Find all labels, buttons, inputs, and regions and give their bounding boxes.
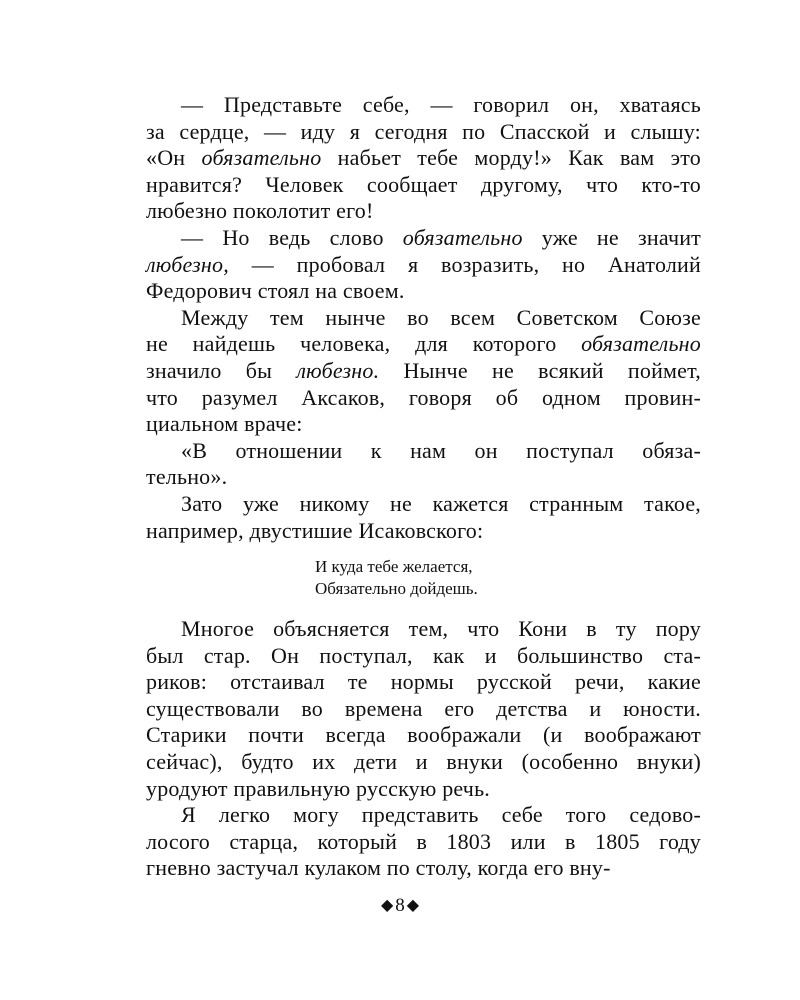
text-run: уродуют правильную русскую речь.	[146, 775, 491, 801]
text-run: был стар. Он поступал, как и большинство ста-	[146, 642, 701, 668]
text-line	[146, 643, 701, 670]
ornament-right-icon: ◆	[406, 897, 420, 914]
text-run: «В отношении к нам он поступал обяза-	[181, 437, 701, 463]
emphasized-word: любезно.	[296, 357, 380, 383]
text-line	[146, 749, 701, 776]
text-line	[146, 829, 701, 856]
text-line	[146, 92, 701, 119]
text-line	[146, 119, 701, 146]
text-line	[146, 172, 701, 199]
poem-line: Обязательно дойдешь.	[315, 579, 478, 599]
text-line	[146, 252, 701, 279]
text-run: Нынче не всякий поймет,	[379, 357, 702, 383]
text-run: например, двустишие Исаковского:	[146, 517, 484, 543]
text-run: Между тем нынче во всем Советском Союзе	[181, 304, 701, 330]
text-line	[146, 225, 701, 252]
text-line	[146, 385, 701, 412]
text-run: лосого старца, который в 1803 или в 1805 году	[146, 828, 701, 854]
paragraph	[146, 225, 701, 305]
text-line	[146, 696, 701, 723]
text-line	[146, 669, 701, 696]
text-line	[146, 411, 701, 438]
text-line	[146, 616, 701, 643]
text-run: Старики почти всегда воображали (и воображают	[146, 722, 701, 748]
text-line	[146, 776, 701, 803]
text-run: — пробовал я возразить, но Анатолий	[228, 251, 701, 277]
text-run: не найдешь человека, для которого	[146, 331, 582, 357]
text-line	[146, 305, 701, 332]
text-line	[146, 438, 701, 465]
poem-quote	[146, 556, 701, 600]
emphasized-word: обязательно	[581, 331, 701, 357]
page-number: 8	[395, 895, 405, 916]
emphasized-word: обязательно	[402, 224, 523, 250]
emphasized-word: обязательно	[201, 145, 322, 171]
text-line	[146, 331, 701, 358]
page-body	[146, 92, 701, 882]
text-line	[146, 145, 701, 172]
paragraph	[146, 305, 701, 438]
paragraph	[146, 438, 701, 491]
text-line	[146, 802, 701, 829]
text-run: — Представьте себе, — говорил он, хватаясь	[181, 92, 701, 117]
text-line	[146, 491, 701, 518]
text-run: риков: отстаивал те нормы русской речи, какие	[146, 669, 701, 695]
text-run: любезно поколотит его!	[146, 198, 374, 224]
poem-line: И куда тебе желается,	[315, 557, 473, 577]
paragraph	[146, 616, 701, 802]
text-run: сейчас), будто их дети и внуки (особенно внуки)	[146, 749, 701, 775]
text-run: что разумел Аксаков, говоря об одном провин-	[146, 384, 701, 410]
text-run: значило бы	[146, 357, 297, 383]
text-run: Федорович стоял на своем.	[146, 278, 405, 304]
page-footer	[0, 893, 800, 919]
text-line	[146, 518, 701, 545]
text-run: существовали во времена его детства и юности.	[146, 695, 701, 721]
text-run: за сердце, — иду я сегодня по Спасской и слышу:	[146, 118, 701, 144]
text-run: тельно».	[146, 464, 228, 490]
paragraph	[146, 491, 701, 544]
paragraph	[146, 92, 701, 225]
text-run: нравится? Человек сообщает другому, что кто-то	[146, 171, 701, 197]
emphasized-word: любезно,	[146, 251, 229, 277]
text-run: гневно застучал кулаком по столу, когда его вну-	[146, 855, 611, 881]
text-line	[146, 855, 701, 882]
text-run: Многое объясняется тем, что Кони в ту пору	[181, 616, 701, 642]
text-run: Я легко могу представить себе того седово-	[181, 802, 701, 828]
text-run: — Но ведь слово	[181, 224, 403, 250]
text-line	[146, 464, 701, 491]
ornament-left-icon: ◆	[380, 897, 394, 914]
text-line	[146, 278, 701, 305]
text-run: набьет тебе морду!» Как вам это	[321, 145, 701, 171]
text-line	[146, 198, 701, 225]
text-line	[146, 358, 701, 385]
paragraph	[146, 802, 701, 882]
text-run: «Он	[146, 145, 202, 171]
text-line	[146, 722, 701, 749]
text-run: циальном враче:	[146, 411, 303, 437]
text-run: Зато уже никому не кажется странным такое,	[181, 490, 701, 516]
text-run: уже не значит	[522, 224, 701, 250]
